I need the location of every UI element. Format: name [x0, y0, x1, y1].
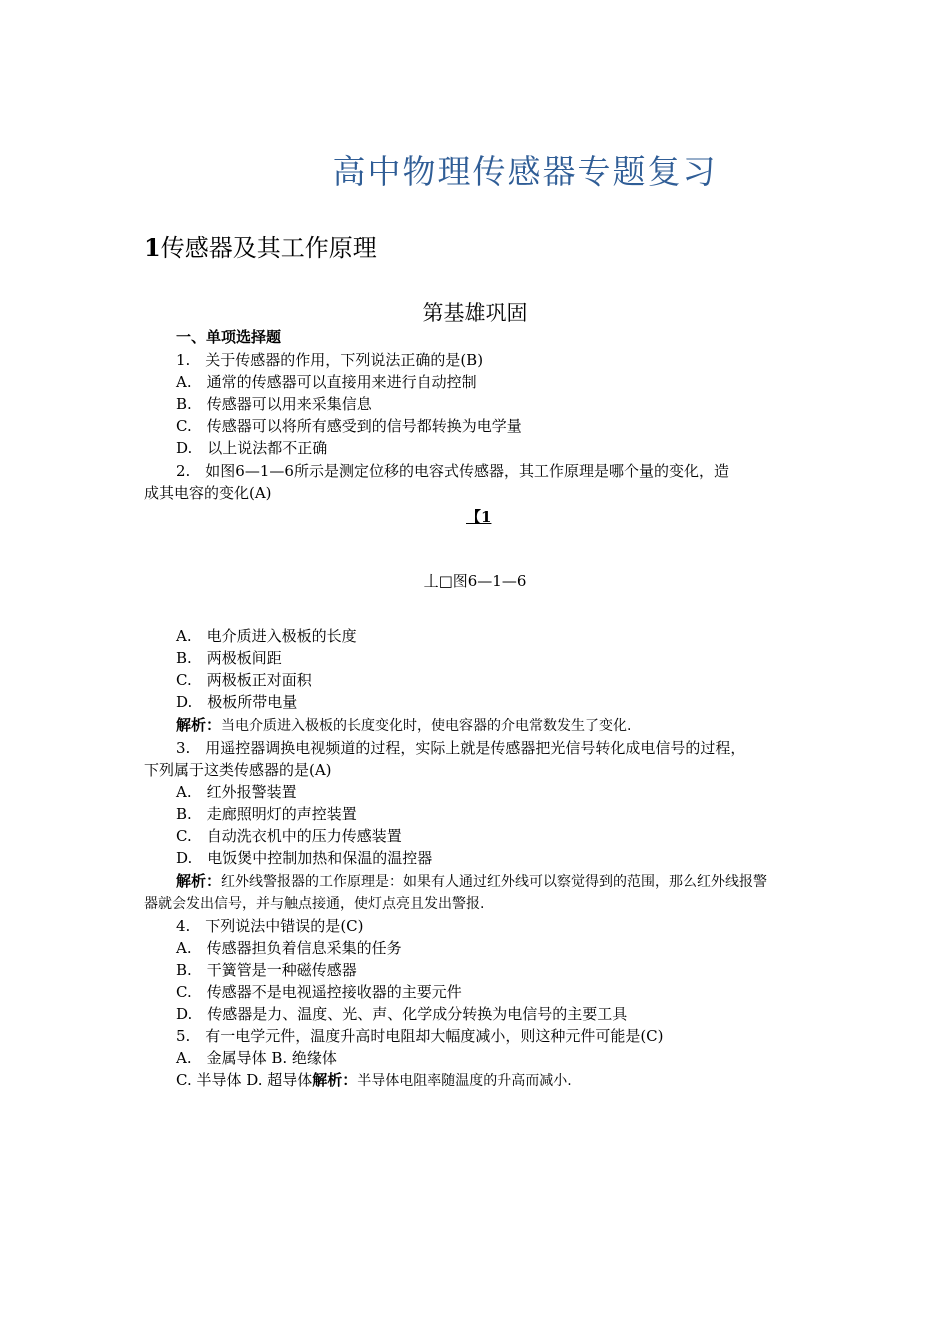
explanation-label: 解析： — [312, 1071, 358, 1089]
q5-options-ab: A. 金属导体 B. 绝缘体 — [176, 1049, 337, 1067]
q2-explanation — [176, 715, 631, 736]
explanation-label: 解析： — [176, 872, 222, 890]
q4-option-d: D. 传感器是力、温度、光、声、化学成分转换为电信号的主要工具 — [176, 1005, 628, 1023]
q2-option-c: C. 两极板正对面积 — [176, 671, 312, 689]
q5-options-cd-explanation — [176, 1070, 572, 1091]
document-title: 高中物理传感器专题复习 — [332, 152, 718, 191]
section-heading — [144, 228, 377, 263]
q3-explanation-line1 — [176, 871, 767, 892]
q1-option-d: D. 以上说法都不正确 — [176, 439, 328, 457]
section-title: 传感器及其工作原理 — [160, 234, 377, 262]
q1-stem: 1. 关于传感器的作用，下列说法正确的是(B) — [176, 351, 484, 369]
q3-option-c: C. 自动洗衣机中的压力传感装置 — [176, 827, 402, 845]
section-number: 1 — [144, 233, 161, 262]
explanation-text: 半导体电阻率随温度的升高而减小. — [357, 1073, 572, 1089]
q4-option-a: A. 传感器担负着信息采集的任务 — [176, 939, 402, 957]
q2-option-d: D. 极板所带电量 — [176, 693, 298, 711]
q5-stem: 5. 有一电学元件，温度升高时电阻却大幅度减小，则这种元件可能是(C) — [176, 1027, 664, 1045]
q1-option-b: B. 传感器可以用来采集信息 — [176, 395, 372, 413]
q2-option-b: B. 两极板间距 — [176, 649, 282, 667]
q2-stem-line1: 2. 如图6—1—6所示是测定位移的电容式传感器，其工作原理是哪个量的变化，造 — [176, 462, 729, 480]
explanation-label: 解析： — [176, 716, 222, 734]
q4-stem: 4. 下列说法中错误的是(C) — [176, 917, 364, 935]
q1-option-a: A. 通常的传感器可以直接用来进行自动控制 — [176, 373, 477, 391]
q3-option-b: B. 走廊照明灯的声控装置 — [176, 805, 357, 823]
q4-option-c: C. 传感器不是电视遥控接收器的主要元件 — [176, 983, 462, 1001]
q3-option-d: D. 电饭煲中控制加热和保温的温控器 — [176, 849, 433, 867]
q3-stem-line1: 3. 用遥控器调换电视频道的过程，实际上就是传感器把光信号转化成电信号的过程， — [176, 739, 746, 757]
part-heading: 一、单项选择题 — [176, 328, 282, 346]
sub-heading: 第基雄巩固 — [422, 301, 528, 325]
q3-stem-line2: 下列属于这类传感器的是(A) — [144, 761, 332, 779]
figure-label: 【1 — [466, 508, 492, 526]
q2-option-a: A. 电介质进入极板的长度 — [176, 627, 357, 645]
q1-option-c: C. 传感器可以将所有感受到的信号都转换为电学量 — [176, 417, 522, 435]
figure-caption: 丄□图6—1—6 — [423, 572, 527, 590]
q2-stem-line2: 成其电容的变化(A) — [144, 484, 272, 502]
q5-options-cd: C. 半导体 D. 超导体 — [176, 1071, 313, 1089]
q3-explanation-line2: 器就会发出信号，并与触点接通，使灯点亮且发出警报. — [144, 896, 485, 912]
q4-option-b: B. 干簧管是一种磁传感器 — [176, 961, 357, 979]
explanation-text: 红外线警报器的工作原理是：如果有人通过红外线可以察觉得到的范围，那么红外线报警 — [221, 874, 768, 890]
q3-option-a: A. 红外报警装置 — [176, 783, 297, 801]
explanation-text: 当电介质进入极板的长度变化时，使电容器的介电常数发生了变化. — [221, 718, 632, 734]
